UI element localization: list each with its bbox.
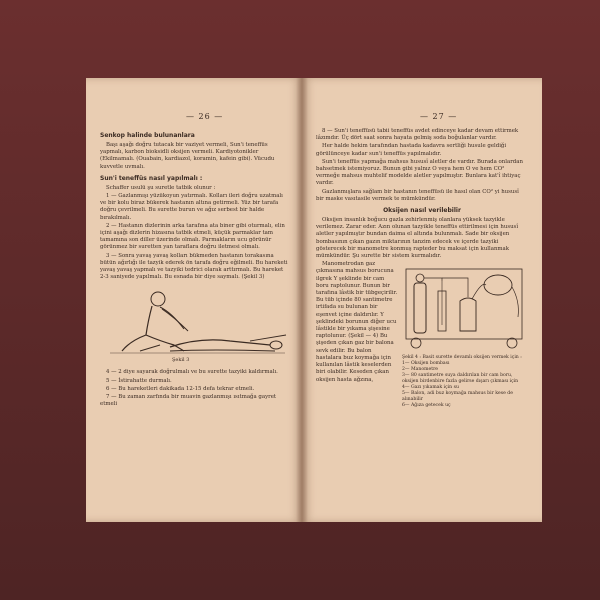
paragraph: 6 — Bu hareketleri dakikada 12-15 defa tekrar etmeli.	[106, 385, 255, 392]
legend-item: 5— Balon, adi buz koymağa mahsus bir kese de alınabilir	[402, 391, 513, 403]
paragraph: 4 — 2 diye sayarak doğrulmalı ve bu surette tazyiki kaldırmalı.	[106, 369, 278, 376]
page-number: — 26 —	[186, 112, 224, 121]
oxygen-apparatus-illustration	[402, 261, 526, 353]
paragraph: 1 — Gazlanmışı yüzükoyun yatırmalı. Kolları ileri doğru uzatmalı ve bir kolu biraz bükerek hastanın altına getirmeli. Yüz bir tarafa doğru çevrilmeli. Bu surette burun ve ağız serbest bir halde bırakılmalı.	[100, 193, 283, 221]
book-gutter	[296, 78, 308, 522]
paragraph: 8 — Sun'i teneffüsü tabii teneffüs avdet edinceye kadar devam ettirmek lâzımdır. Üç dört saat sonra hayata gelmiş soda boğulanlar vardır.	[316, 128, 519, 142]
figure-caption: Şekil 4 : Basit surette devamlı oksijen vermek için :	[402, 355, 522, 361]
figure-row	[316, 261, 528, 409]
figure-4	[402, 261, 528, 409]
right-page	[302, 78, 542, 522]
paragraph: Manometrodan gaz çıkmasına mahsus borucuna ilgrek Y şeklinde bir cam boru raptolunur. Bunun bir tarafına lâstik bir tübgeçirilir. Bu tüb içinde 80 santimetre irtifada su bulunan bir eşenvet içine daldırılır. Y şeklindeki borunun diğer ucu lâstikle bir yıkama şişesine raptolunur. (Şekil — 4) Bu şişeden çıkan gaz bir balona sevk edilir. Bu balon hastalara buz koymağa için kullanılan lâstik keselerden biri olabilir. Keseden çıkan oksijen hasta ağzına,	[316, 261, 398, 383]
figure-side-text	[316, 261, 398, 384]
paragraph: 2 — Hastanın dizlerinin arka tarafına ata biner gibi oturmalı, elin içini aşağı dizlerin hizasına tatbik etmeli, küçük parmaklar tam tamamına son diller üzerinde olmalı. Parmakların ucu görünür görünmez bir suretten yan taraflara doğru iletmesi olmalı.	[100, 222, 285, 251]
paragraph: Schaffer usulü şu suretle tatbik olunur :	[106, 184, 216, 191]
paragraph: Başı aşağı doğru tutacak bir vaziyet vermeli, Sun'i teneffüs yapmalı, karbon bioksidli oksijen vermeli. Kardiyotonikler (Ekilmamalı. (Ouabain, kardiazol, koramin, kafein gibi). Vücudu kuvvetle uvmalı.	[100, 142, 275, 170]
paragraph: Gazlanmışlara sağlam bir hastanın teneffüsü ile hasıl olan CO² yi hususî bir maske vasıtasile vermek te mümkündür.	[316, 188, 519, 202]
page-number: — 27 —	[420, 112, 458, 121]
legend-item: 4— Gazı yıkamak için su	[402, 385, 459, 391]
section-heading: Senkop halinde bulunanlara	[100, 132, 195, 139]
paragraph: 7 — Bu zaman zarfında bir muavin gazlanmışı ısıtmağa gayret etmeli	[100, 394, 277, 408]
legend-item: 6— Ağıza getecek uç	[402, 403, 451, 409]
paragraph: 3 — Sonra yavaş yavaş kolları bükmeden hastanın torakasına bütün ağırlığı ile tazyik ederek ön tarafa doğru eğilmeli. Bu hareketi yavaş yavaş yapmalı ve tazyiki tedrici olarak arttırmalı. Bu hareket 2-3 saniyede yapılmalı. Bu esnada bir diye saymalı. (Şekil 3)	[100, 252, 288, 281]
figure-3	[100, 285, 290, 367]
left-page-content	[100, 128, 290, 409]
figure-legend	[402, 355, 530, 409]
section-heading: Oksijen nasıl verilebilir	[383, 207, 461, 215]
legend-item: 2— Manometre	[402, 367, 438, 373]
left-page	[86, 78, 302, 522]
resuscitation-illustration	[100, 285, 290, 367]
paragraph: 5 — İstirahatte durmalı.	[106, 377, 172, 384]
right-page-content	[316, 128, 528, 409]
paragraph: Oksijen insanlık boğucu gazla zehirlenmiş olanlara yüksek tazyikle verilemez. Zarar eder. Azın olunan tazyikle teneffüs ettirilmesi için hususî aletler yapılmıştır bundan daima el altında bulunmalı. Sade bir oksijen bombasının çıkan gazın miktarının tanzim edecek ve içerde tazyiki gösterecek bir manometre konmuş rapteder bu maksat için kullanmak mümkündür. Şu surette bir sistem kurmalıdır.	[316, 217, 519, 260]
figure-caption: Şekil 3	[172, 357, 190, 364]
paragraph: Her halde hekim tarafından hastada kadavra sertliği husule geldiği görülünceye kadar sun'i teneffüs yapılmalıdır.	[316, 143, 507, 157]
legend-item: 1— Oksijen bombası	[402, 361, 450, 367]
paragraph: Sun'i teneffüs yapmağa mahsus hususî aletler de vardır. Burada onlardan bahsetmek istemiyoruz. Bunun gibi yalnız O veya hem O ve hem CO² vermeğe mahsus muhtelif modelde aletler yapılmıştır. Bunlara kat'î ihtiyaç vardır.	[316, 158, 523, 187]
section-heading: Sun'i teneffüs nasıl yapılmalı :	[100, 174, 203, 182]
legend-item: 3— 80 santimetre suya daldırılan bir cam boru, oksijen birdenbire fazla gelirse dışarı çıkması için	[402, 373, 519, 385]
